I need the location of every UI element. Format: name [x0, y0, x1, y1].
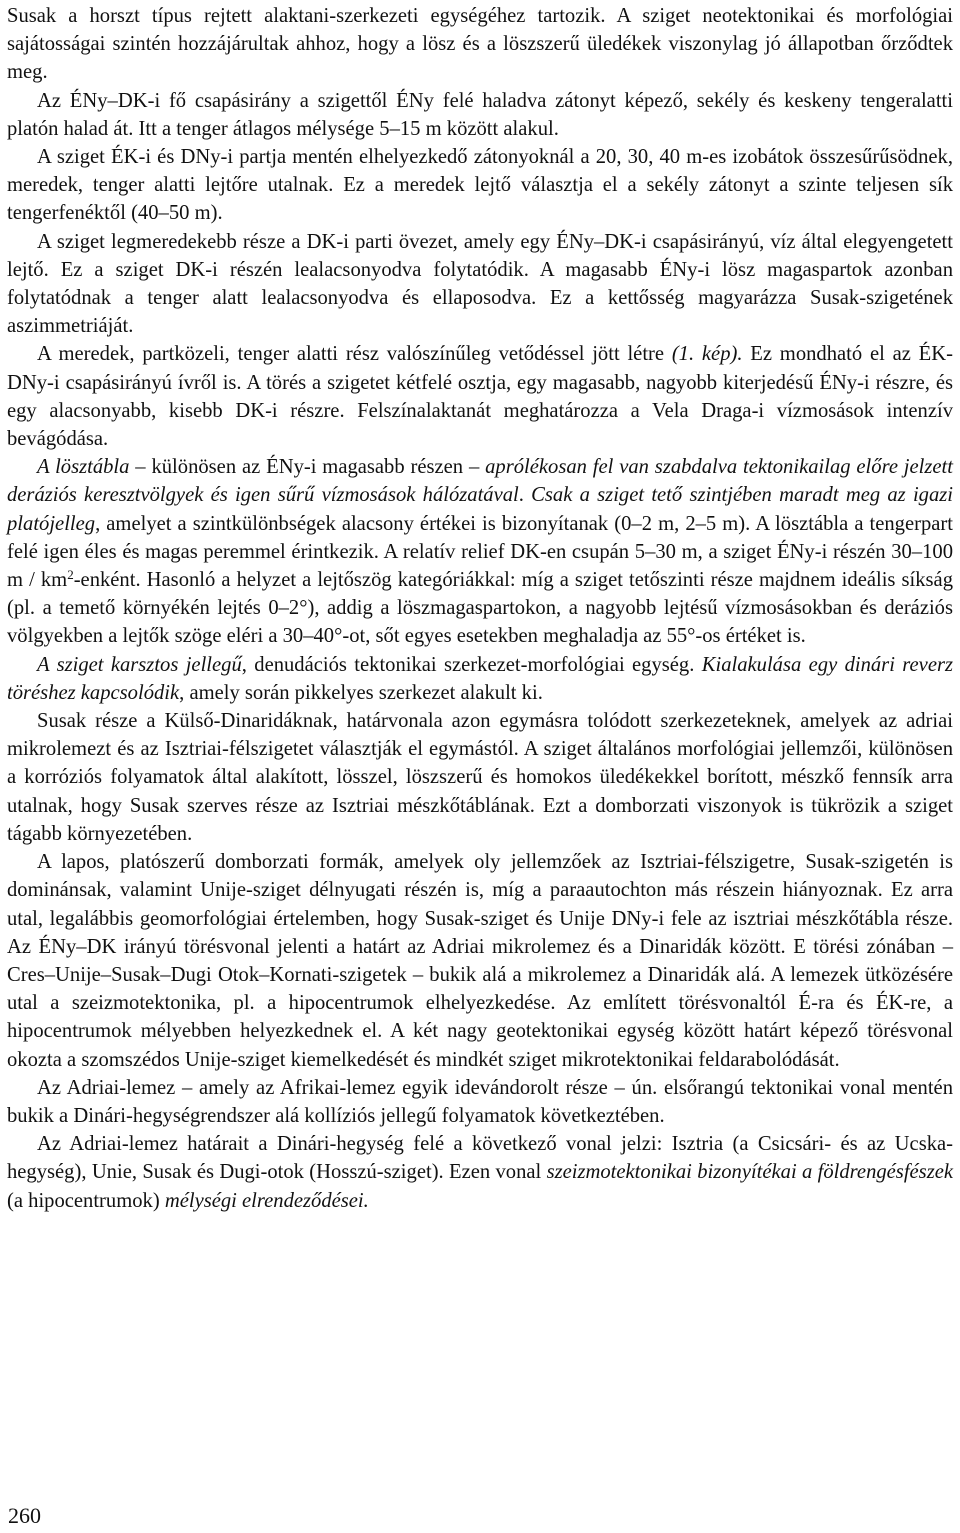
text-run: Az Adriai-lemez határait a Dinári-hegység felé a következő vonal jelzi: Isztria (a Csicsári- és az Ucska-hegység), Unie, Susak és Dugi-otok (Hosszú-sziget). Ezen vonal: [7, 1133, 953, 1184]
text-run: Ez mondható el az ÉK-DNy-i csapásirányú ívről is. A törés a szigetet kétfelé osztja, egy magasabb, nagyobb kiterjedésű ÉNy-i részre, és egy alacsonyabb, kisebb DK-i részre. Felszínalaktanát meghatározza a Vela Draga-i vízmosások intenzív bevágódása.: [7, 343, 953, 451]
paragraph: [7, 1074, 953, 1130]
text-run: A lapos, platószerű domborzati formák, amelyek oly jellemzőek az Isztriai-félszigetre, Susak-szigetén is dominánsak, valamint Unije-sziget délnyugati részén is, míg a paraautochton más részein hiányoznak. Ez arra utal, legalábbis geomorfológiai értelemben, hogy Susak-sziget és Unije DNy-i fele az isztriai mészkőtábla része. Az ÉNy–DK irányú törésvonal jelenti a határt az Adriai mikrolemez és a Dinaridák között. E törési zónában – Cres–Unije–Susak–Dugi Otok–Kornati-szigetek – bukik alá a mikrolemez a Dinaridák alá. A lemezek ütközésére utal a szeizmotektonika, pl. a hipocentrumok elhelyezkedése. Az említett törésvonaltól É-ra és ÉK-re, a hipocentrumok mélyebben helyezkednek el. A két nagy geotektonikai egység között határt képező törésvonal okozta a szomszédos Unije-sziget kiemelkedését és mindkét sziget mikrotektonikai feldarabolódását.: [7, 851, 953, 1071]
text-run: A meredek, partközeli, tenger alatti rész valószínűleg vetődéssel jött létre: [37, 343, 672, 366]
text-run: -enként. Hasonló a helyzet a lejtőszög kategóriákkal: míg a sziget tetőszinti része majdnem ideális síkság (pl. a temető környékén lejtés 0–2°), addig a löszmagaspartokon, a nagyobb lejtésű vízmosásokban és deráziós völgyekben a lejtők szöge eléri a 30–40°-ot, sőt egyes esetekben meghaladja az 55°-os értéket is.: [7, 569, 953, 648]
italic-text: szeizmotektonikai bizonyítékai a földrengésfészek: [546, 1161, 953, 1184]
paragraph: [7, 340, 953, 453]
italic-text: (1. kép).: [671, 343, 743, 366]
text-run: Susak része a Külső-Dinaridáknak, határvonala azon egymásra tolódott szerkezeteknek, amelyek az adriai mikrolemezt és az Isztriai-félszigetet választják el egymástól. A sziget általános morfológiai jellemzői, különösen a korróziós folyamatok által alakított, lösszel, löszszerű és homokos üledékekkel borított, mészkő fennsík arra utalnak, hogy Susak szerves része az Isztriai mészkőtáblának. Ezt a domborzati viszonyok is tükrözik a sziget tágabb környezetében.: [7, 710, 953, 845]
italic-text: A lösztábla: [37, 456, 130, 479]
paragraph: [7, 707, 953, 848]
body-text: [7, 2, 953, 1215]
italic-text: aprólékosan fel van szabdalva tektonikailag előre jelzett deráziós keresztvölgyek és igen sűrű vízmosások hálózatával: [7, 456, 953, 507]
paragraph: [7, 1130, 953, 1215]
superscript: 2: [67, 567, 74, 583]
text-run: A sziget legmeredekebb része a DK-i parti övezet, amely egy ÉNy–DK-i csapásirányú, víz által elegyengetett lejtő. Ez a sziget DK-i részén lealacsonyodva folytatódik. A magasabb ÉNy-i lösz magaspartok azonban folytatódnak a tenger alatt lealacsonyodva és ellaposodva. Ez a kettősség magyarázza Susak-szigetének aszimmetriáját.: [7, 230, 953, 338]
paragraph: [7, 2, 953, 87]
text-run: Az Adriai-lemez – amely az Afrikai-lemez egyik idevándorolt része – ún. elsőrangú tektonikai vonal mentén bukik a Dinári-hegységrendszer alá kollíziós jellegű folyamatok következtében.: [7, 1076, 953, 1127]
text-run: , amely során pikkelyes szerkezet alakult ki.: [179, 681, 543, 704]
page-number: 260: [8, 1503, 41, 1528]
italic-text: Kialakulása egy dinári reverz töréshez kapcsolódik: [7, 653, 953, 704]
italic-text: Csak a sziget tető szintjében maradt meg az igazi platójelleg: [7, 484, 954, 535]
text-run: , amelyet a szintkülönbségek alacsony értékei is bizonyítanak (0–2 m, 2–5 m). A lösztábla a tengerpart felé igen éles és magas peremmel érintkezik. A relatív relief DK-en csupán 5–30 m, a sziget ÉNy-i részén 30–100 m / km: [7, 512, 953, 592]
text-run: (a hipocentrumok): [7, 1189, 165, 1212]
text-run: Susak a horszt típus rejtett alaktani-szerkezeti egységéhez tartozik. A sziget neotektonikai és morfológiai sajátosságai szintén hozzájárultak ahhoz, hogy a lösz és a löszszerű üledékek viszonylag jó állapotban őrződtek meg.: [7, 5, 953, 84]
paragraph: [7, 228, 953, 341]
paragraph: [7, 87, 953, 143]
italic-text: A sziget karsztos jellegű: [37, 653, 242, 676]
text-run: Az ÉNy–DK-i fő csapásirány a szigettől ÉNy felé haladva zátonyt képező, sekély és keskeny tengeralatti platón halad át. Itt a tenger átlagos mélysége 5–15 m között alakul.: [7, 89, 953, 140]
paragraph: [7, 651, 953, 707]
paragraph: [7, 453, 953, 650]
paragraph: [7, 143, 953, 228]
text-run: , denudációs tektonikai szerkezet-morfológiai egység.: [241, 653, 702, 676]
text-run: – különösen az ÉNy-i magasabb részen –: [129, 456, 486, 479]
text-run: A sziget ÉK-i és DNy-i partja mentén elhelyezkedő zátonyoknál a 20, 30, 40 m-es izobátok összesűrűsödnek, meredek, tenger alatti lejtőre utalnak. Ez a meredek lejtő választja el a sekély zátonyt a szinte teljesen sík tengerfenéktől (40–50 m).: [7, 146, 953, 225]
text-run: .: [518, 484, 532, 507]
italic-text: mélységi elrendeződései.: [164, 1189, 369, 1212]
paragraph: [7, 848, 953, 1074]
